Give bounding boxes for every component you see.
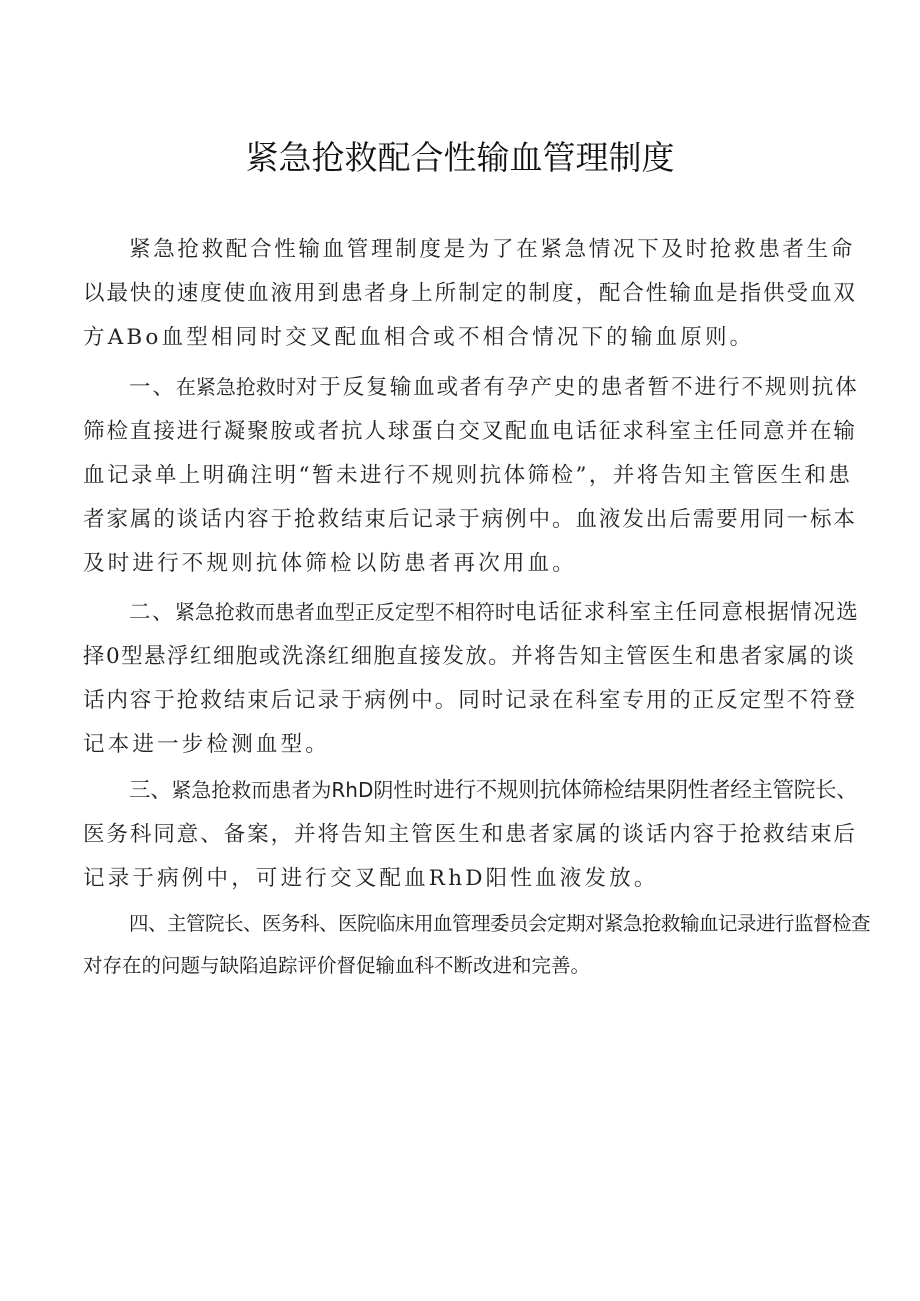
intro-line-3: 方ABo血型相同时交叉配血相合或不相合情况下的输血原则。: [83, 325, 755, 350]
section-2-emphasis: 紧急抢救而患者血型正反定型不相符时: [174, 600, 515, 624]
section-3-line-1-rest: 进行不规则抗体筛检结果阴性者经主管院长、: [433, 778, 858, 803]
section-3-line-2: 医务科同意、备案，并将告知主管医生和患者家属的谈话内容于抢救结束后: [83, 822, 857, 847]
section-2-line-1: [83, 590, 860, 635]
section-2-paragraph: [83, 590, 860, 767]
section-3-number: 三、: [129, 778, 172, 803]
section-4-line-2: 对存在的问题与缺陷追踪评价督促输血科不断改进和完善。: [83, 954, 591, 977]
document-title: 紧急抢救配合性输血管理制度: [245, 138, 675, 177]
section-1-line-5: 及时进行不规则抗体筛检以防患者再次用血。: [83, 551, 578, 576]
section-1-line-3: 血记录单上明确注明“暂未进行不规则抗体筛检”，并将告知主管医生和患: [83, 463, 853, 488]
section-1-line-4: 者家属的谈话内容于抢救结束后记录于病例中。血液发出后需要用同一标本: [83, 507, 857, 532]
section-1-number: 一、: [129, 375, 176, 400]
section-3-line-1: [83, 768, 858, 813]
section-1-line-1-rest: 对于反复输血或者有孕产史的患者暂不进行不规则抗体: [295, 375, 859, 400]
section-3-line-3: 记录于病例中，可进行交叉配血RhD阳性血液发放。: [83, 866, 659, 891]
section-3-emphasis: 紧急抢救而患者为RhD阴性时: [171, 778, 434, 802]
section-2-line-2: 择0型悬浮红细胞或洗涤红细胞直接发放。并将告知主管医生和患者家属的谈: [83, 644, 856, 669]
intro-line-2: 以最快的速度使血液用到患者身上所制定的制度，配合性输血是指供受血双: [83, 281, 857, 306]
intro-line-1: 紧急抢救配合性输血管理制度是为了在紧急情况下及时抢救患者生命: [129, 237, 856, 262]
section-2-line-1-rest: 电话征求科室主任同意根据情况选: [514, 600, 860, 625]
section-2-line-4: 记本进一步检测血型。: [83, 732, 331, 757]
section-1-line-2: 筛检直接进行凝聚胺或者抗人球蛋白交叉配血电话征求科室主任同意并在输: [83, 419, 857, 444]
section-1-paragraph: [83, 365, 859, 586]
section-1-line-1: [83, 365, 859, 410]
section-3-paragraph: [83, 768, 858, 901]
section-2-line-3: 话内容于抢救结束后记录于病例中。同时记录在科室专用的正反定型不符登: [83, 688, 857, 713]
intro-paragraph: [83, 228, 857, 360]
section-2-number: 二、: [129, 600, 175, 625]
section-4-line-1: 四、主管院长、医务科、医院临床用血管理委员会定期对紧急抢救输血记录进行监督检查: [129, 912, 871, 935]
section-1-emphasis: 在紧急抢救时: [175, 375, 296, 399]
section-4-paragraph: [83, 903, 871, 987]
